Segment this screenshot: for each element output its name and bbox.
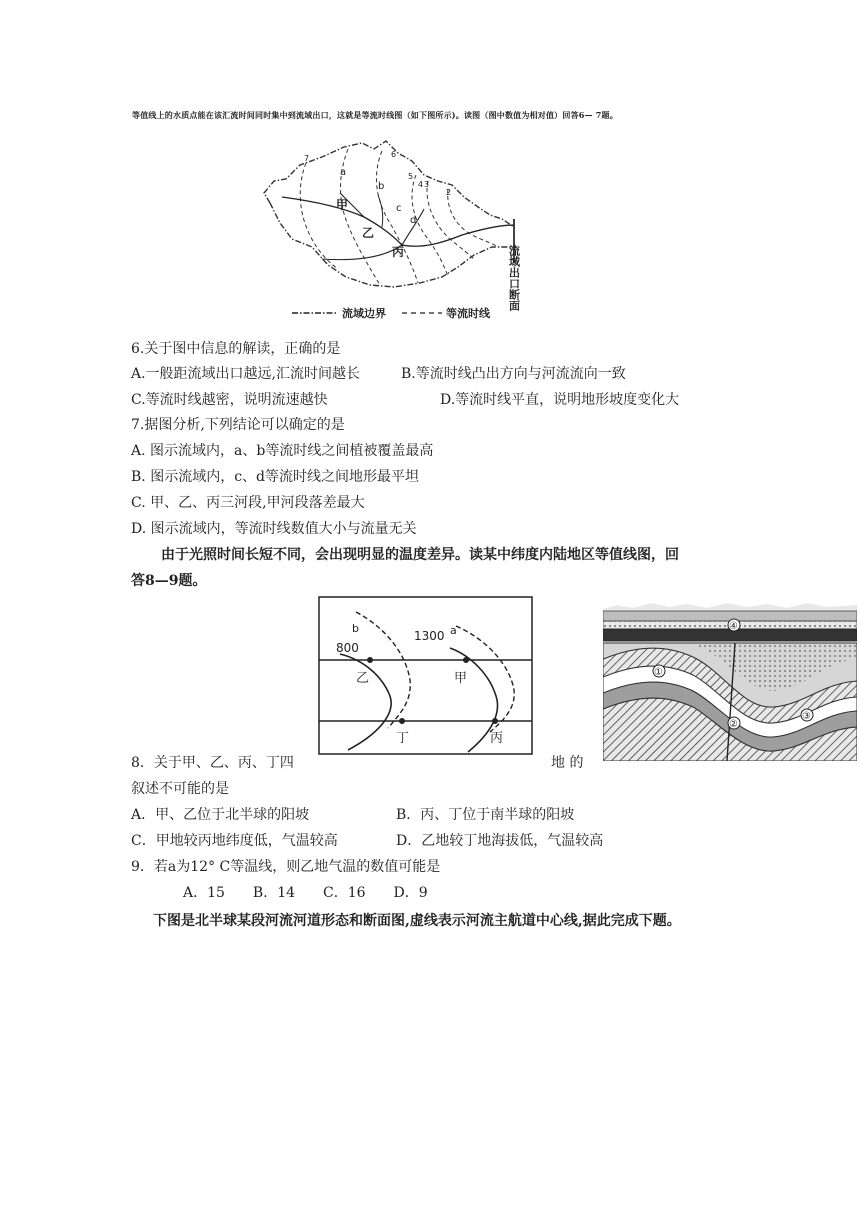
layer-label: ② — [729, 719, 738, 730]
river-label: 乙 — [362, 226, 375, 240]
q9-stem: 9．若a为12° C等温线，则乙地气温的数值可能是 — [131, 859, 441, 875]
intro-text: 等值线上的水质点能在该汇流时间同时集中到流域出口，这就是等流时线图（如下图所示)。读图（图中数值为相对值）回答6— 7题。 — [132, 110, 618, 120]
isochrone-label: 7 — [304, 154, 310, 163]
legend-boundary: 流域边界 — [342, 307, 386, 320]
isochrone-label: 5 — [408, 172, 414, 181]
river-label: 丙 — [392, 245, 405, 259]
q6-option-c: C.等流时线越密，说明流速越快 — [131, 392, 328, 408]
segment-letter: c — [396, 203, 402, 214]
layer-label: ④ — [729, 621, 738, 632]
q7-option-d: D. 图示流域内，等流时线数值大小与流量无关 — [131, 521, 417, 537]
point-label: 丙 — [490, 731, 504, 746]
temperature-isoline-map — [318, 596, 534, 756]
q8-stem-part1: 8．关于甲、乙、丙、丁四 — [131, 755, 294, 771]
point-label: 乙 — [356, 671, 370, 686]
passage-temperature-line1: 由于光照时间长短不同，会出现明显的温度差异。读某中纬度内陆地区等值线图，回 — [161, 547, 679, 563]
layer-label: ① — [654, 667, 663, 678]
isoline-value-800: 800 — [336, 641, 359, 655]
q8-option-a: A．甲、乙位于北半球的阳坡 — [131, 807, 310, 823]
q6-option-d: D.等流时线平直，说明地形坡度变化大 — [440, 392, 680, 408]
q8-stem-cont: 叙述不可能的是 — [131, 781, 229, 797]
isochrone-label: 3 — [424, 180, 430, 189]
q7-option-b: B. 图示流域内，c、d等流时线之间地形最平坦 — [131, 469, 419, 485]
q8-option-d: D．乙地较丁地海拔低，气温较高 — [396, 833, 604, 849]
isoline-value-1300: 1300 — [414, 629, 445, 643]
passage-temperature-line2: 答8—9题。 — [131, 573, 207, 589]
segment-letter: b — [378, 181, 385, 192]
q8-option-c: C．甲地较丙地纬度低，气温较高 — [131, 833, 338, 849]
river-label: 甲 — [336, 198, 349, 212]
segment-letter: d — [410, 215, 417, 226]
passage-river: 下图是北半球某段河流河道形态和断面图,虚线表示河流主航道中心线,据此完成下题。 — [153, 913, 681, 929]
outlet-label: 流域出口断面 — [507, 245, 521, 311]
q8-stem-part2: 地 的 — [551, 755, 584, 771]
isoline-label-a: a — [450, 624, 457, 637]
q6-stem: 6.关于图中信息的解读，正确的是 — [131, 341, 341, 357]
isochrone-label: 6 — [391, 150, 397, 159]
q7-option-a: A. 图示流域内，a、b等流时线之间植被覆盖最高 — [131, 443, 434, 459]
isochrone-label: 2 — [446, 188, 452, 197]
point-label: 甲 — [454, 671, 468, 686]
q6-option-a: A.一般距流域出口越远,汇流时间越长 — [131, 366, 361, 382]
isoline-label-b: b — [352, 622, 359, 635]
q8-option-b: B．丙、丁位于南半球的阳坡 — [396, 807, 575, 823]
point-label: 丁 — [396, 731, 410, 746]
segment-letter: a — [340, 167, 347, 178]
q6-option-b: B.等流时线凸出方向与河流流向一致 — [401, 366, 626, 382]
isochrone-label: 4 — [418, 180, 424, 189]
q7-stem: 7.据图分析,下列结论可以确定的是 — [131, 417, 345, 433]
q7-option-c: C. 甲、乙、丙三河段,甲河段落差最大 — [131, 495, 365, 511]
layer-label: ③ — [802, 711, 811, 722]
q9-options: A．15 B．14 C．16 D．9 — [183, 885, 428, 901]
isochrone-map — [252, 135, 532, 330]
legend-isochrone: 等流时线 — [446, 307, 490, 320]
geological-section — [603, 599, 857, 761]
